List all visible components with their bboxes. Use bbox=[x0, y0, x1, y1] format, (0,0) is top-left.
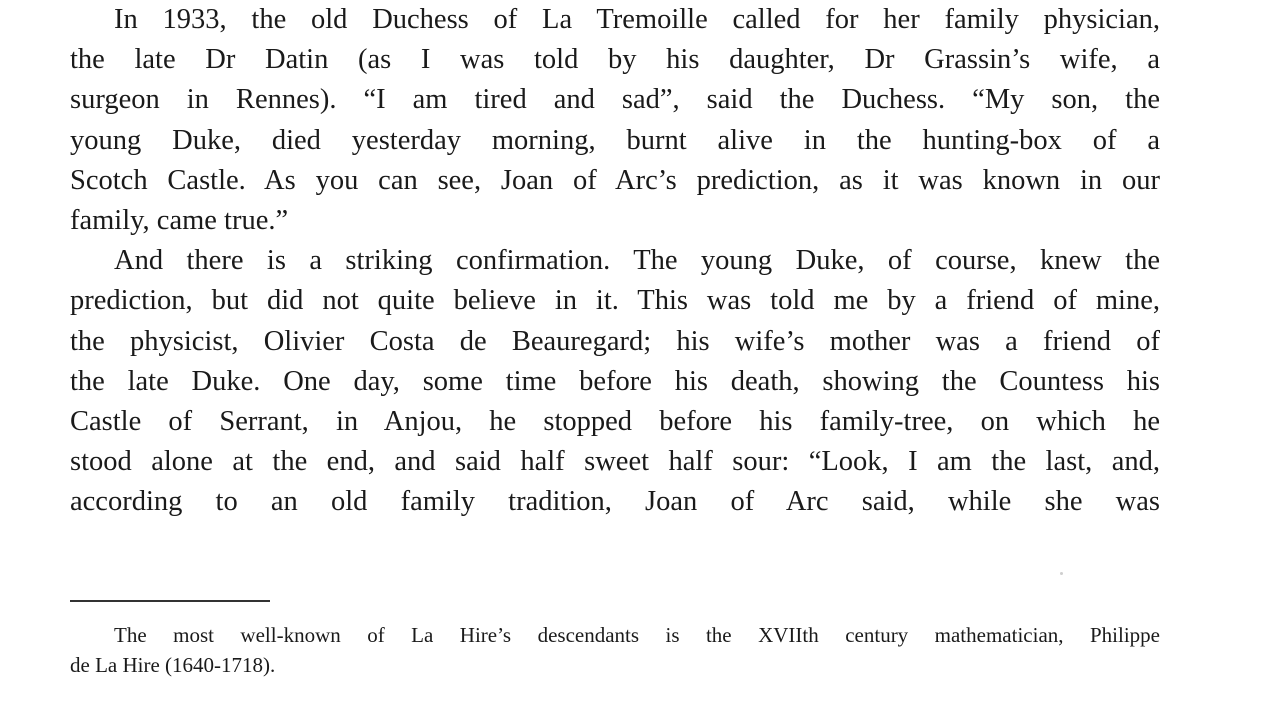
paragraph-1-line-5: Scotch Castle. As you can see, Joan of Arc’s prediction, as it was known in our bbox=[70, 164, 1160, 196]
paragraph-1-line-3: surgeon in Rennes). “I am tired and sad”, said the Duchess. “My son, the bbox=[70, 84, 1160, 116]
paragraph-2-line-2: prediction, but did not quite believe in it. This was told me by a friend of mine, bbox=[70, 285, 1160, 317]
body-text bbox=[70, 0, 1160, 522]
paragraph-2-line-7: according to an old family tradition, Joan of Arc said, while she was bbox=[70, 486, 1160, 518]
paragraph-1-line-4: young Duke, died yesterday morning, burnt alive in the hunting-box of a bbox=[70, 124, 1160, 156]
paragraph-2-line-4: the late Duke. One day, some time before his death, showing the Countess his bbox=[70, 365, 1160, 397]
footnote-line-1: The most well-known of La Hire’s descendants is the XVIIth century mathematician, Philippe bbox=[114, 623, 1160, 647]
paragraph-1-line-2: the late Dr Datin (as I was told by his daughter, Dr Grassin’s wife, a bbox=[70, 44, 1160, 76]
paragraph-2-line-5: Castle of Serrant, in Anjou, he stopped before his family-tree, on which he bbox=[70, 405, 1160, 437]
paragraph-2-line-6: stood alone at the end, and said half sweet half sour: “Look, I am the last, and, bbox=[70, 446, 1160, 478]
footnote bbox=[70, 620, 1160, 680]
paragraph-2-line-1: And there is a striking confirmation. The young Duke, of course, knew the bbox=[114, 245, 1160, 277]
paragraph-1-line-1: In 1933, the old Duchess of La Tremoille called for her family physician, bbox=[114, 4, 1160, 35]
footnote-divider bbox=[70, 600, 270, 602]
scan-speck bbox=[1060, 572, 1063, 575]
footnote-line-2: de La Hire (1640-1718). bbox=[70, 653, 276, 677]
paragraph-2-line-3: the physicist, Olivier Costa de Beauregard; his wife’s mother was a friend of bbox=[70, 325, 1160, 357]
paragraph-1-line-6: family, came true.” bbox=[70, 204, 289, 236]
